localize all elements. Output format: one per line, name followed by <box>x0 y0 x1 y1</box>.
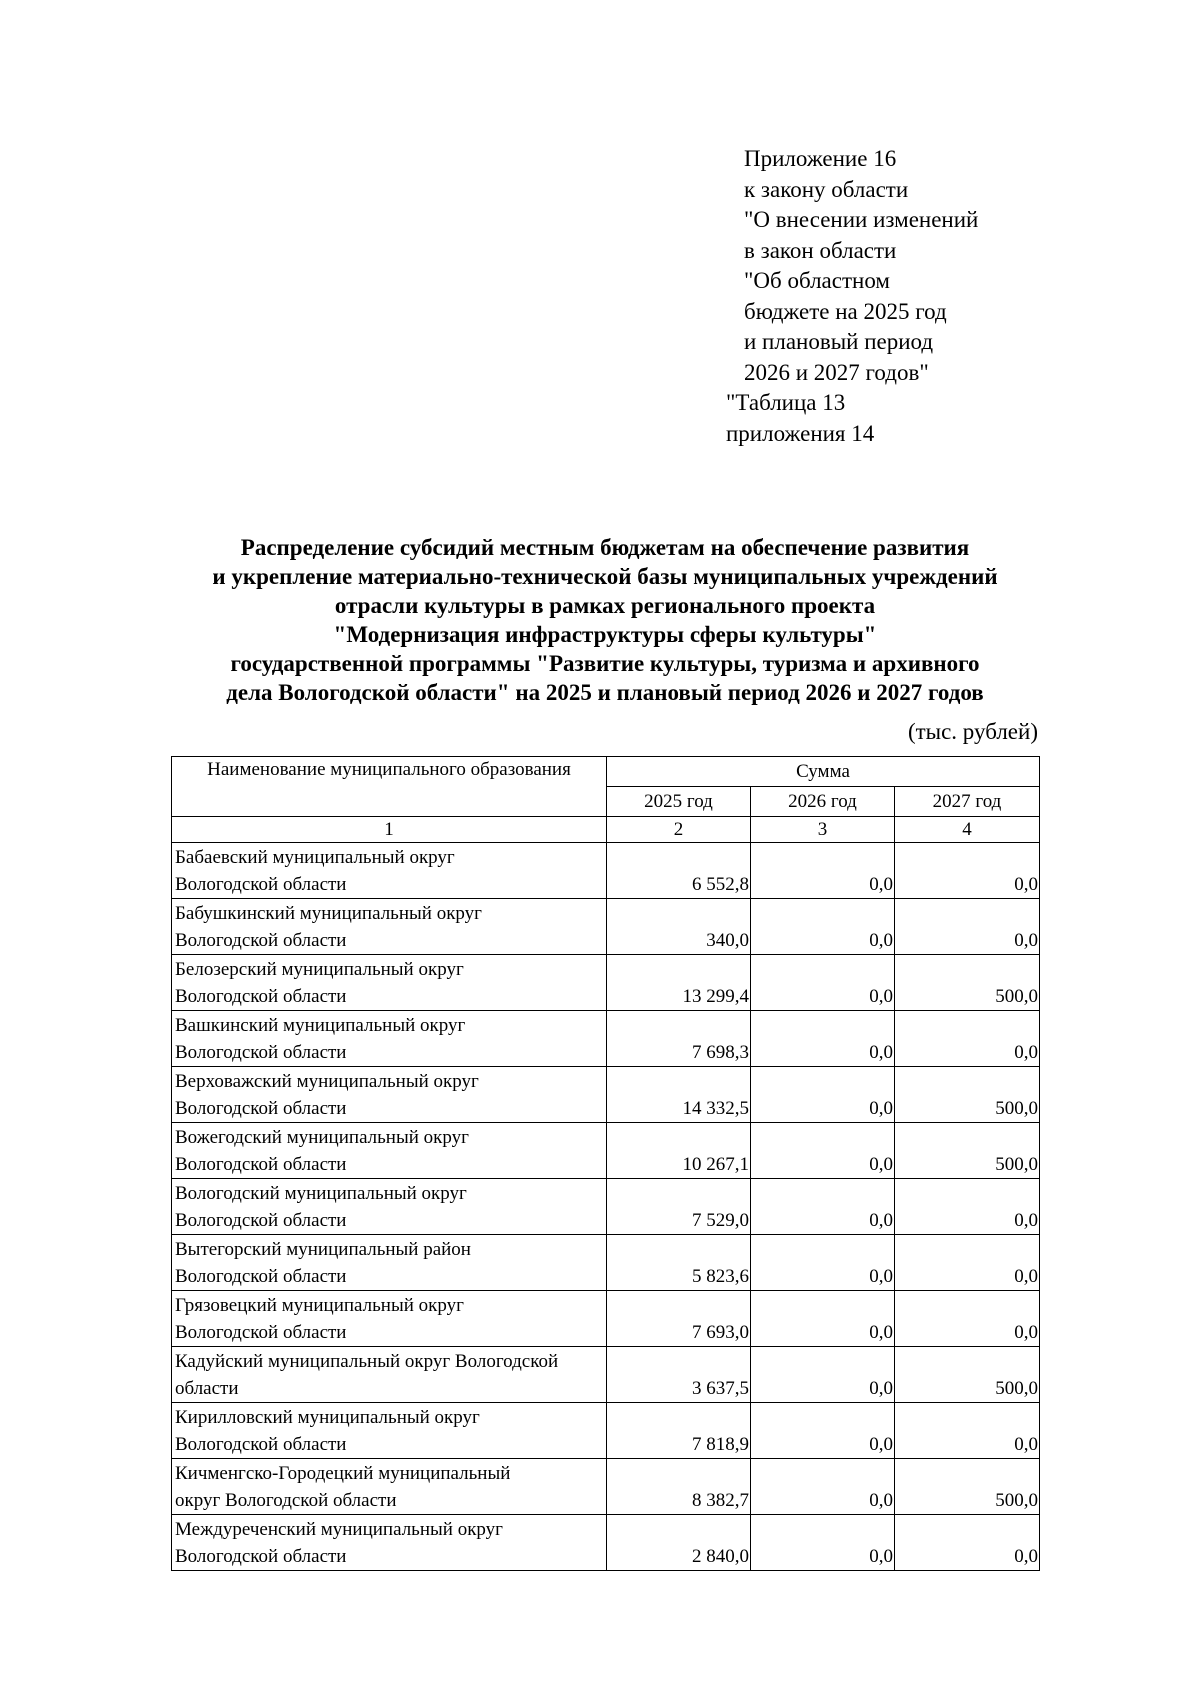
municipality-name-cell <box>172 1291 607 1347</box>
table-row <box>172 955 1040 1011</box>
municipality-name-line: Кадуйский муниципальный округ Вологодской <box>175 1351 559 1372</box>
amount-2026-cell: 0,0 <box>751 1179 895 1235</box>
table-row <box>172 1235 1040 1291</box>
header-year-2027: 2027 год <box>895 787 1040 817</box>
municipality-name-line: Вологодской области <box>175 1098 347 1119</box>
appendix-line: "Об областном <box>744 268 890 293</box>
document-title <box>160 533 1050 707</box>
amount-2027-cell: 0,0 <box>895 1403 1040 1459</box>
amount-2025-cell: 5 823,6 <box>607 1235 751 1291</box>
amount-2026-cell: 0,0 <box>751 1403 895 1459</box>
col-number: 2 <box>607 817 751 843</box>
title-line: Распределение субсидий местным бюджетам на обеспечение развития <box>240 535 970 560</box>
amount-2025-cell: 2 840,0 <box>607 1515 751 1571</box>
amount-2026-cell: 0,0 <box>751 1123 895 1179</box>
municipality-name-line: Вологодской области <box>175 1154 347 1175</box>
title-line: и укрепление материально-технической базы муниципальных учреждений <box>212 564 998 589</box>
amount-2026-cell: 0,0 <box>751 1067 895 1123</box>
amount-2025-cell: 3 637,5 <box>607 1347 751 1403</box>
municipality-name-line: Вологодский муниципальный округ <box>175 1183 467 1204</box>
municipality-name-cell <box>172 1123 607 1179</box>
municipality-name-line: Вологодской области <box>175 1210 347 1231</box>
municipality-name-line: Вологодской области <box>175 930 347 951</box>
amount-2026-cell: 0,0 <box>751 899 895 955</box>
table-row <box>172 899 1040 955</box>
table-row <box>172 1011 1040 1067</box>
amount-2027-cell: 0,0 <box>895 843 1040 899</box>
amount-2027-cell: 0,0 <box>895 1011 1040 1067</box>
amount-2026-cell: 0,0 <box>751 1235 895 1291</box>
municipality-name-cell <box>172 1403 607 1459</box>
municipality-name-cell <box>172 1235 607 1291</box>
amount-2026-cell: 0,0 <box>751 955 895 1011</box>
appendix-line: "О внесении изменений <box>744 207 979 232</box>
amount-2025-cell: 340,0 <box>607 899 751 955</box>
amount-2026-cell: 0,0 <box>751 1291 895 1347</box>
municipality-name-line: Вашкинский муниципальный округ <box>175 1015 466 1036</box>
amount-2025-cell: 7 529,0 <box>607 1179 751 1235</box>
amount-2025-cell: 7 693,0 <box>607 1291 751 1347</box>
amount-2026-cell: 0,0 <box>751 1011 895 1067</box>
col-number: 1 <box>172 817 607 843</box>
subsidy-table <box>171 756 1040 1571</box>
table-body <box>172 843 1040 1571</box>
header-year-2026: 2026 год <box>751 787 895 817</box>
table-ref-line: "Таблица 13 <box>726 390 846 415</box>
amount-2027-cell: 0,0 <box>895 1291 1040 1347</box>
municipality-name-line: Кичменгско-Городецкий муниципальный <box>175 1463 511 1484</box>
table-row <box>172 1179 1040 1235</box>
amount-2027-cell: 0,0 <box>895 1515 1040 1571</box>
header-name-cell: Наименование муниципального образования <box>172 757 607 817</box>
title-line: отрасли культуры в рамках регионального проекта <box>334 593 876 618</box>
municipality-name-line: Вытегорский муниципальный район <box>175 1239 471 1260</box>
table-row <box>172 1459 1040 1515</box>
municipality-name-line: Вологодской области <box>175 1042 347 1063</box>
municipality-name-cell <box>172 1347 607 1403</box>
appendix-line: в закон области <box>744 237 897 263</box>
table-row <box>172 1067 1040 1123</box>
appendix-line: к закону области <box>744 176 909 202</box>
title-line: государственной программы "Развитие культуры, туризма и архивного <box>230 651 980 676</box>
appendix-line: 2026 и 2027 годов" <box>744 359 929 385</box>
amount-2025-cell: 8 382,7 <box>607 1459 751 1515</box>
title-line: "Модернизация инфраструктуры сферы культуры" <box>333 622 877 647</box>
amount-2025-cell: 7 698,3 <box>607 1011 751 1067</box>
municipality-name-line: Белозерский муниципальный округ <box>175 959 464 980</box>
municipality-name-line: Кирилловский муниципальный округ <box>175 1407 480 1428</box>
amount-2027-cell: 500,0 <box>895 1067 1040 1123</box>
municipality-name-cell <box>172 899 607 955</box>
municipality-name-line: Верховажский муниципальный округ <box>175 1071 479 1092</box>
appendix-line: бюджете на 2025 год <box>744 298 947 324</box>
amount-2025-cell: 10 267,1 <box>607 1123 751 1179</box>
municipality-name-cell <box>172 1179 607 1235</box>
col-number: 4 <box>895 817 1040 843</box>
municipality-name-cell <box>172 843 607 899</box>
amount-2025-cell: 6 552,8 <box>607 843 751 899</box>
municipality-name-line: Вологодской области <box>175 1434 347 1455</box>
appendix-block <box>726 144 979 449</box>
municipality-name-line: Междуреченский муниципальный округ <box>175 1519 503 1540</box>
amount-2027-cell: 500,0 <box>895 955 1040 1011</box>
municipality-name-cell <box>172 955 607 1011</box>
amount-2027-cell: 0,0 <box>895 899 1040 955</box>
municipality-name-cell <box>172 1067 607 1123</box>
municipality-name-line: Вологодской области <box>175 1266 347 1287</box>
appendix-line: и плановый период <box>744 329 934 354</box>
municipality-name-line: Вологодской области <box>175 986 347 1007</box>
table-ref-line: приложения 14 <box>726 420 875 446</box>
amount-2027-cell: 0,0 <box>895 1179 1040 1235</box>
amount-2026-cell: 0,0 <box>751 1459 895 1515</box>
municipality-name-cell <box>172 1515 607 1571</box>
col-number: 3 <box>751 817 895 843</box>
amount-2025-cell: 7 818,9 <box>607 1403 751 1459</box>
table-row <box>172 1291 1040 1347</box>
municipality-name-line: Грязовецкий муниципальный округ <box>175 1295 464 1316</box>
table-row <box>172 1403 1040 1459</box>
units-label: (тыс. рублей) <box>907 719 1038 744</box>
municipality-name-line: Вологодской области <box>175 1546 347 1567</box>
amount-2026-cell: 0,0 <box>751 843 895 899</box>
municipality-name-line: Вожегодский муниципальный округ <box>175 1127 469 1148</box>
appendix-line: Приложение 16 <box>744 146 897 171</box>
amount-2027-cell: 500,0 <box>895 1459 1040 1515</box>
municipality-name-line: Вологодской области <box>175 874 347 895</box>
amount-2027-cell: 500,0 <box>895 1347 1040 1403</box>
municipality-name-line: округ Вологодской области <box>175 1490 397 1511</box>
municipality-name-line: Бабушкинский муниципальный округ <box>175 903 482 924</box>
title-line: дела Вологодской области" на 2025 и плановый период 2026 и 2027 годов <box>226 680 984 705</box>
table-row <box>172 1347 1040 1403</box>
amount-2026-cell: 0,0 <box>751 1515 895 1571</box>
table-row <box>172 1123 1040 1179</box>
header-sum-cell: Сумма <box>607 757 1040 787</box>
amount-2026-cell: 0,0 <box>751 1347 895 1403</box>
amount-2025-cell: 14 332,5 <box>607 1067 751 1123</box>
municipality-name-cell <box>172 1459 607 1515</box>
municipality-name-line: области <box>175 1378 239 1399</box>
table-row <box>172 843 1040 899</box>
table-row <box>172 1515 1040 1571</box>
municipality-name-cell <box>172 1011 607 1067</box>
header-year-2025: 2025 год <box>607 787 751 817</box>
amount-2027-cell: 500,0 <box>895 1123 1040 1179</box>
amount-2027-cell: 0,0 <box>895 1235 1040 1291</box>
municipality-name-line: Бабаевский муниципальный округ <box>175 847 455 868</box>
amount-2025-cell: 13 299,4 <box>607 955 751 1011</box>
municipality-name-line: Вологодской области <box>175 1322 347 1343</box>
